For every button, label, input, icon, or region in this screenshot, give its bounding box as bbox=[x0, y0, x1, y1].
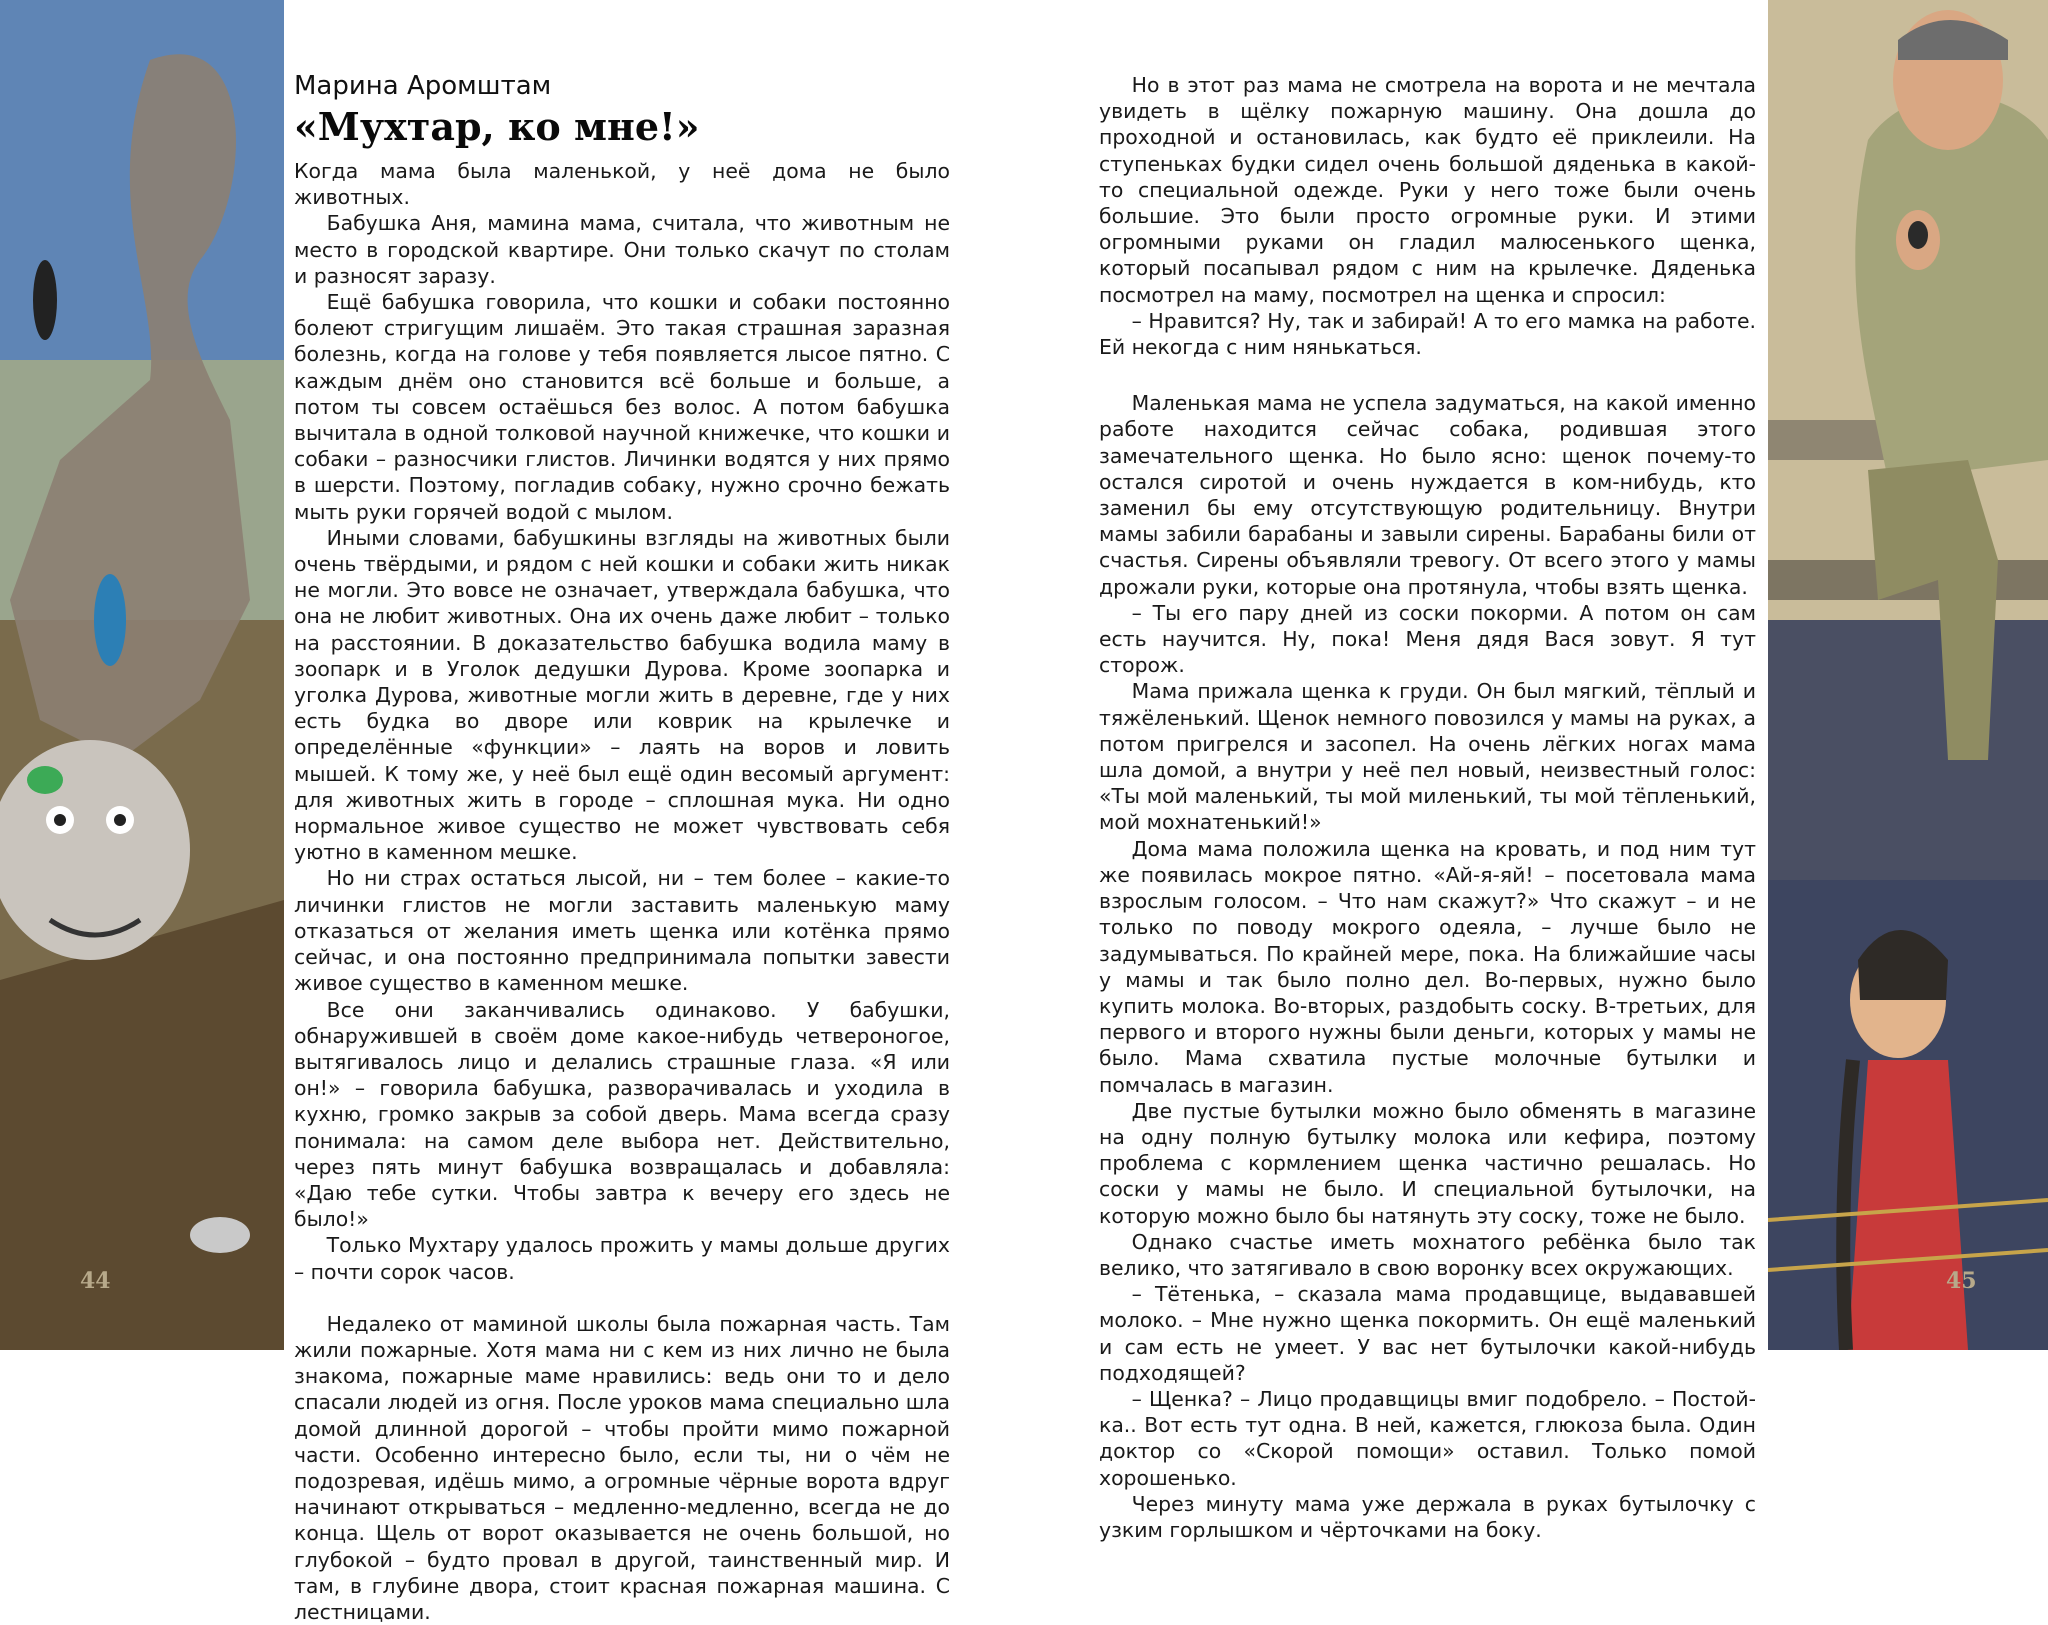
paragraph: Через минуту мама уже держала в руках бутылочку с узким горлышком и чёрточками на боку. bbox=[1099, 1491, 1756, 1542]
paragraph: Ещё бабушка говорила, что кошки и собаки постоянно болеют стригущим лишаём. Это такая страшная заразная болезнь, когда на голове у тебя появляется лысое пятно. С каждым днём оно становится всё больше и больше, а потом ты совсем остаёшься без волос. А потом бабушка вычитала в одной толковой научной книжечке, что кошки и собаки – разносчики глистов. Личинки водятся у них прямо в шерсти. Поэтому, погладив собаку, нужно срочно бежать мыть руки горячей водой с мылом. bbox=[294, 290, 950, 524]
paragraph: Но ни страх остаться лысой, ни – тем более – какие-то личинки глистов не могли заставить маленькую маму отказаться от желания иметь щенка или котёнка прямо сейчас, и она постоянно предпринимала попытки завести живое существо в каменном мешке. bbox=[294, 866, 950, 996]
page-number-left: 44 bbox=[80, 1268, 111, 1294]
paragraph: – Нравится? Ну, так и забирай! А то его мамка на работе. Ей некогда с ним нянькаться. bbox=[1099, 308, 1756, 360]
paragraph: Все они заканчивались одинаково. У бабушки, обнаружившей в своём доме какое-нибудь четвероногое, вытягивалось лицо и делались страшные глаза. «Я или он!» – говорила бабушка, разворачивалась и уходила в кухню, громко закрыв за собой дверь. Мама всегда сразу понимала: на самом деле выбора нет. Действительно, через пять минут бабушка возвращалась и добавляла: «Даю тебе сутки. Чтобы завтра к вечеру его здесь не было!» bbox=[294, 997, 950, 1232]
right-illustration bbox=[1768, 0, 2048, 1350]
paragraph: Когда мама была маленькой, у неё дома не было животных. bbox=[294, 159, 950, 210]
right-text-column bbox=[1099, 72, 1756, 1543]
paragraph-gap bbox=[294, 1285, 950, 1311]
paragraph-gap bbox=[1099, 360, 1756, 386]
author-name: Марина Аромштам bbox=[294, 71, 552, 101]
left-illustration bbox=[0, 0, 284, 1350]
paragraph: Бабушка Аня, мамина мама, считала, что животным не место в городской квартире. Они только скачут по столам и разносят заразу. bbox=[294, 211, 950, 288]
paragraph: – Щенка? – Лицо продавщицы вмиг подобрело. – Постой-ка.. Вот есть тут одна. В ней, кажется, глюкоза была. Один доктор со «Скорой помощи» оставил. Только помой хорошенько. bbox=[1099, 1386, 1756, 1490]
paragraph: Мама прижала щенка к груди. Он был мягкий, тёплый и тяжёленький. Щенок немного повозился у мамы на руках, а потом пригрелся и засопел. На очень лёгких ногах мама шла домой, а внутри у неё пел новый, неизвестный голос: «Ты мой маленький, ты мой миленький, ты мой тёпленький, мой мохнатенький!» bbox=[1099, 679, 1756, 835]
paragraph: Недалеко от маминой школы была пожарная часть. Там жили пожарные. Хотя мама ни с кем из них лично не была знакома, пожарные маме нравились: ведь они то и дело спасали людей из огня. После уроков мама специально шла домой длинной дорогой – чтобы пройти мимо пожарной части. Особенно интересно было, если ты, ни о чём не подозревая, идёшь мимо, а огромные чёрные ворота вдруг начинают открываться – медленно-медленно, всегда не до конца. Щель от ворот оказывается не очень большой, но глубокой – будто провал в другой, таинственный мир. И там, в глубине двора, стоит красная пожарная машина. С лестницами. bbox=[294, 1311, 950, 1624]
paragraph: Только Мухтару удалось прожить у мамы дольше других – почти сорок часов. bbox=[294, 1233, 950, 1284]
left-text-column bbox=[294, 70, 950, 1625]
page-number-right: 45 bbox=[1946, 1268, 1977, 1294]
paragraph: Однако счастье иметь мохнатого ребёнка было так велико, что затягивало в свою воронку всех окружающих. bbox=[1099, 1229, 1756, 1280]
paragraph: Но в этот раз мама не смотрела на ворота и не мечтала увидеть в щёлку пожарную машину. Она дошла до проходной и остановилась, как будто её приклеили. На ступеньках будки сидел очень большой дяденька в какой-то специальной одежде. Руки у него тоже были очень большие. Это были просто огромные руки. И этими огромными руками он гладил малюсенького щенка, который посапывал рядом с ним на крылечке. Дяденька посмотрел на маму, посмотрел на щенка и спросил: bbox=[1099, 73, 1756, 307]
paragraph: – Тётенька, – сказала мама продавщице, выдававшей молоко. – Мне нужно щенка покормить. Он ещё маленький и сам есть не умеет. У вас нет бутылочки какой-нибудь подходящей? bbox=[1099, 1282, 1756, 1385]
paragraph: Иными словами, бабушкины взгляды на животных были очень твёрдыми, и рядом с ней кошки и собаки жить никак не могли. Это вовсе не означает, утверждала бабушка, что она не любит животных. Она их очень даже любит – только на расстоянии. В доказательство бабушка водила маму в зоопарк и в Уголок дедушки Дурова. Кроме зоопарка и уголка Дурова, животные могли жить в деревне, где у них есть будка во дворе или коврик на крылечке и определённые «функции» – лаять на воров и ловить мышей. К тому же, у неё был ещё один весомый аргумент: для животных жить в городе – сплошная мука. Ни одно нормальное живое существо не может чувствовать себя уютно в каменном мешке. bbox=[294, 525, 950, 865]
paragraph: Маленькая мама не успела задуматься, на какой именно работе находится сейчас собака, родившая этого замечательного щенка. Но было ясно: щенок почему-то остался сиротой и очень нуждается в ком-нибудь, кто заменил бы ему отсутствующую родительницу. Внутри мамы забили барабаны и завыли сирены. Барабаны били от счастья. Сирены объявляли тревогу. От всего этого у мамы дрожали руки, которые она протянула, чтобы взять щенка. bbox=[1099, 391, 1756, 599]
paragraph: Дома мама положила щенка на кровать, и под ним тут же появилась мокрое пятно. «Ай-я-яй! – посетовала мама взрослым голосом. – Что нам скажут?» Что скажут – и не только по поводу мокрого одеяла, – лучше было не задумываться. По крайней мере, пока. На ближайшие часы у мамы и так было полно дел. Во-первых, нужно было купить молока. Во-вторых, раздобыть соску. В-третьих, для первого и второго нужны были деньги, которых у мамы не было. Мама схватила пустые молочные бутылки и помчалась в магазин. bbox=[1099, 836, 1756, 1097]
paragraph: Две пустые бутылки можно было обменять в магазине на одну полную бутылку молока или кефира, поэтому проблема с кормлением щенка частично решалась. Но соски у мамы не было. И специальной бутылочки, на которую можно было бы натянуть эту соску, тоже не было. bbox=[1099, 1098, 1756, 1228]
paragraph: – Ты его пару дней из соски покорми. А потом он сам есть научится. Ну, пока! Меня дядя Вася зовут. Я тут сторож. bbox=[1099, 600, 1756, 678]
story-title: «Мухтар, ко мне!» bbox=[294, 104, 700, 149]
